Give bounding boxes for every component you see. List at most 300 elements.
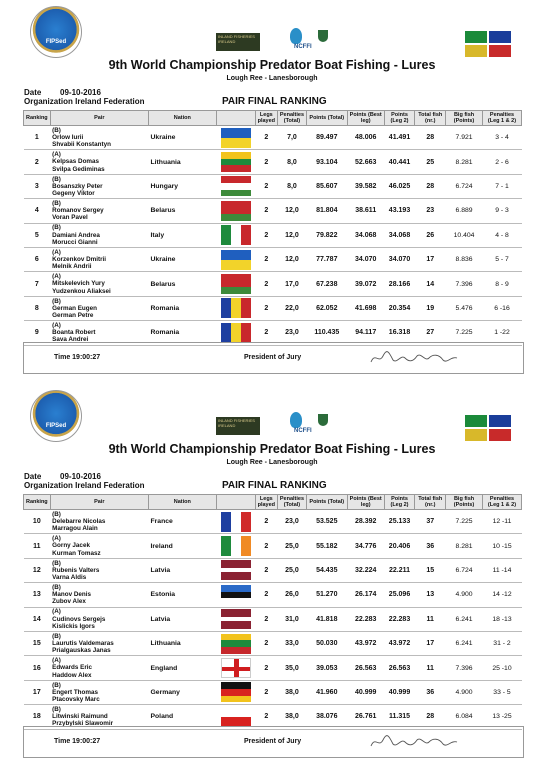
rank-cell: 1 <box>24 126 51 150</box>
penalties-cell: 23,0 <box>278 510 307 534</box>
angler-name: Varna Aldis <box>52 574 87 582</box>
penalties-legs-cell: 2 - 6 <box>482 150 521 174</box>
penalties-legs-cell: 14 -12 <box>482 583 521 607</box>
pair-cell <box>50 583 148 607</box>
penalties-cell: 12,0 <box>278 199 307 223</box>
leg2-cell: 40.999 <box>384 680 415 704</box>
pair-cell <box>50 656 148 680</box>
nation-cell: Lithuania <box>149 631 217 655</box>
rank-cell: 17 <box>24 680 51 704</box>
legs-cell: 2 <box>255 680 278 704</box>
lithuania-flag-icon <box>221 634 251 654</box>
big-fish-cell: 4.900 <box>446 583 483 607</box>
penalties-cell: 23,0 <box>278 321 307 345</box>
points-cell: 77.787 <box>306 247 347 271</box>
penalties-legs-cell: 6 -16 <box>482 296 521 320</box>
penalties-legs-cell: 12 -11 <box>482 510 521 534</box>
nation-cell: Ireland <box>149 534 217 558</box>
rank-cell: 8 <box>24 296 51 320</box>
pair-cell <box>50 174 148 198</box>
ireland-flag-icon <box>221 536 251 556</box>
col-fish: Total fish (nr.) <box>415 111 446 126</box>
angler-name: Voran Pavel <box>52 214 88 222</box>
angler-name: Zubov Alex <box>52 598 86 606</box>
nation-cell: Ukraine <box>149 126 217 150</box>
legs-cell: 2 <box>255 247 278 271</box>
total-fish-cell: 15 <box>415 558 446 582</box>
page-title: 9th World Championship Predator Boat Fishing - Lures <box>108 442 436 456</box>
leg2-cell: 43.972 <box>384 631 415 655</box>
total-fish-cell: 26 <box>415 223 446 247</box>
rank-cell: 5 <box>24 223 51 247</box>
table-row <box>24 534 522 558</box>
estonia-flag-icon <box>221 585 251 605</box>
big-fish-cell: 7.225 <box>446 510 483 534</box>
penalties-legs-cell: 13 -25 <box>482 705 521 729</box>
flag-cell <box>216 607 255 631</box>
points-cell: 53.525 <box>306 510 347 534</box>
meta-info <box>24 472 144 490</box>
rank-cell: 14 <box>24 607 51 631</box>
penalties-cell: 12,0 <box>278 223 307 247</box>
nation-cell: Latvia <box>149 558 217 582</box>
col-nation: Nation <box>149 111 217 126</box>
poland-flag-icon <box>221 707 251 727</box>
ukraine-flag-icon <box>221 128 251 148</box>
pair-cell <box>50 558 148 582</box>
col-leg2: Points (Leg 2) <box>384 111 415 126</box>
points-cell: 85.607 <box>306 174 347 198</box>
angler-name: Shvabii Konstantyn <box>52 141 111 149</box>
penalties-legs-cell: 11 -14 <box>482 558 521 582</box>
results-body <box>24 510 522 730</box>
legs-cell: 2 <box>255 583 278 607</box>
legs-cell: 2 <box>255 558 278 582</box>
flag-cell <box>216 680 255 704</box>
meta-info <box>24 88 144 106</box>
table-row <box>24 558 522 582</box>
flag-cell <box>216 510 255 534</box>
penalties-cell: 31,0 <box>278 607 307 631</box>
belarus-flag-icon <box>221 201 251 221</box>
penalties-legs-cell: 5 - 7 <box>482 247 521 271</box>
angler-name: Melnik Andrii <box>52 263 92 271</box>
rank-cell: 3 <box>24 174 51 198</box>
latvia-flag-icon <box>221 609 251 629</box>
pair-position: (B) <box>52 632 61 640</box>
table-row <box>24 247 522 271</box>
leg2-cell: 40.441 <box>384 150 415 174</box>
penalties-cell: 26,0 <box>278 583 307 607</box>
flag-cell <box>216 272 255 296</box>
big-fish-cell: 6.084 <box>446 705 483 729</box>
total-fish-cell: 11 <box>415 607 446 631</box>
angler-name: Bosanszky Peter <box>52 182 103 190</box>
pair-position: (B) <box>52 297 61 305</box>
big-fish-cell: 7.396 <box>446 272 483 296</box>
pair-cell <box>50 199 148 223</box>
inland-fisheries-logo: INLAND FISHERIES IRELAND <box>216 33 260 51</box>
pair-position: (A) <box>52 151 61 159</box>
rank-cell: 18 <box>24 705 51 729</box>
rank-cell: 2 <box>24 150 51 174</box>
penalties-cell: 22,0 <box>278 296 307 320</box>
pair-cell <box>50 272 148 296</box>
org-value: Ireland Federation <box>75 97 145 106</box>
total-fish-cell: 14 <box>415 272 446 296</box>
results-body <box>24 126 522 346</box>
legs-cell: 2 <box>255 174 278 198</box>
points-cell: 79.822 <box>306 223 347 247</box>
nation-cell: Germany <box>149 680 217 704</box>
big-fish-cell: 7.921 <box>446 126 483 150</box>
col-best: Points (Best leg) <box>347 495 384 510</box>
col-big: Big fish (Points) <box>446 111 483 126</box>
angler-name: German Petre <box>52 312 94 320</box>
flag-cell <box>216 223 255 247</box>
pair-position: (B) <box>52 175 61 183</box>
col-flag <box>216 495 255 510</box>
angler-name: Mitskelevich Yury <box>52 280 105 288</box>
rank-cell: 10 <box>24 510 51 534</box>
flag-cell <box>216 247 255 271</box>
table-header <box>24 111 522 126</box>
org-label: Organization <box>24 97 73 106</box>
nation-cell: France <box>149 510 217 534</box>
points-cell: 41.818 <box>306 607 347 631</box>
rank-cell: 12 <box>24 558 51 582</box>
president-of-jury-label: President of Jury <box>244 738 302 745</box>
angler-name: Boanta Robert <box>52 329 96 337</box>
rank-cell: 13 <box>24 583 51 607</box>
penalties-legs-cell: 31 - 2 <box>482 631 521 655</box>
penalties-legs-cell: 8 - 9 <box>482 272 521 296</box>
flag-cell <box>216 534 255 558</box>
angler-name: Laurutis Valdemaras <box>52 640 114 648</box>
col-fish: Total fish (nr.) <box>415 495 446 510</box>
leg2-cell: 20.354 <box>384 296 415 320</box>
col-flag <box>216 111 255 126</box>
big-fish-cell: 6.241 <box>446 607 483 631</box>
rank-cell: 11 <box>24 534 51 558</box>
flag-cell <box>216 199 255 223</box>
date-value: 09-10-2016 <box>60 472 101 481</box>
results-table <box>23 494 522 730</box>
big-fish-cell: 4.900 <box>446 680 483 704</box>
penalties-cell: 8,0 <box>278 150 307 174</box>
time-stamp: Time 19:00:27 <box>54 354 101 361</box>
total-fish-cell: 25 <box>415 150 446 174</box>
flag-cell <box>216 558 255 582</box>
angler-name: Romanov Sergey <box>52 207 104 215</box>
col-penalties: Penalties (Total) <box>278 111 307 126</box>
penalties-cell: 8,0 <box>278 174 307 198</box>
leg2-cell: 25.133 <box>384 510 415 534</box>
pair-position: (B) <box>52 681 61 689</box>
total-fish-cell: 19 <box>415 296 446 320</box>
col-pen-legs: Penalties (Leg 1 & 2) <box>482 495 521 510</box>
table-row <box>24 607 522 631</box>
org-label: Organization <box>24 481 73 490</box>
flag-cell <box>216 150 255 174</box>
angler-name: Manov Denis <box>52 591 91 599</box>
col-pair: Pair <box>50 495 148 510</box>
best-leg-cell: 52.663 <box>347 150 384 174</box>
penalties-legs-cell: 1 -22 <box>482 321 521 345</box>
points-cell: 55.182 <box>306 534 347 558</box>
best-leg-cell: 32.224 <box>347 558 384 582</box>
president-of-jury-label: President of Jury <box>244 354 302 361</box>
nation-cell: Poland <box>149 705 217 729</box>
legs-cell: 2 <box>255 534 278 558</box>
romania-flag-icon <box>221 298 251 318</box>
table-row <box>24 272 522 296</box>
col-legs: Legs played <box>255 495 278 510</box>
ukraine-flag-icon <box>221 250 251 270</box>
nation-cell: Latvia <box>149 607 217 631</box>
penalties-cell: 7,0 <box>278 126 307 150</box>
page-subtitle: Lough Ree - Lanesborough <box>226 459 318 466</box>
inland-fisheries-logo: INLAND FISHERIES IRELAND <box>216 417 260 435</box>
table-row <box>24 631 522 655</box>
table-row <box>24 126 522 150</box>
table-header <box>24 495 522 510</box>
date-label: Date <box>24 88 42 97</box>
leg2-cell: 34.068 <box>384 223 415 247</box>
points-cell: 38.076 <box>306 705 347 729</box>
nation-cell: Belarus <box>149 199 217 223</box>
points-cell: 62.052 <box>306 296 347 320</box>
total-fish-cell: 28 <box>415 126 446 150</box>
footer <box>23 342 524 374</box>
flag-cell <box>216 126 255 150</box>
angler-name: German Eugen <box>52 304 97 312</box>
lithuania-flag-icon <box>221 152 251 172</box>
table-row <box>24 510 522 534</box>
penalties-cell: 17,0 <box>278 272 307 296</box>
col-ranking: Ranking <box>24 111 51 126</box>
angler-name: Kelpsas Domas <box>52 158 100 166</box>
angler-name: Delebarre Nicolas <box>52 518 106 526</box>
best-leg-cell: 40.999 <box>347 680 384 704</box>
big-fish-cell: 7.396 <box>446 656 483 680</box>
leg2-cell: 34.070 <box>384 247 415 271</box>
pair-position: (B) <box>52 559 61 567</box>
angler-name: Ptacovsky Marc <box>52 696 100 704</box>
pair-position: (A) <box>52 535 61 543</box>
big-fish-cell: 10.404 <box>446 223 483 247</box>
pair-position: (A) <box>52 608 61 616</box>
leg2-cell: 26.563 <box>384 656 415 680</box>
big-fish-cell: 6.724 <box>446 558 483 582</box>
angler-name: Kislickis Igors <box>52 622 95 630</box>
best-leg-cell: 94.117 <box>347 321 384 345</box>
col-big: Big fish (Points) <box>446 495 483 510</box>
total-fish-cell: 36 <box>415 680 446 704</box>
pair-position: (B) <box>52 200 61 208</box>
legs-cell: 2 <box>255 321 278 345</box>
signature <box>369 350 459 366</box>
total-fish-cell: 28 <box>415 174 446 198</box>
hungary-flag-icon <box>221 176 251 196</box>
leg2-cell: 22.211 <box>384 558 415 582</box>
total-fish-cell: 13 <box>415 583 446 607</box>
big-fish-cell: 8.281 <box>446 150 483 174</box>
rank-cell: 4 <box>24 199 51 223</box>
signature <box>369 734 459 750</box>
points-cell: 110.435 <box>306 321 347 345</box>
rank-cell: 15 <box>24 631 51 655</box>
italy-flag-icon <box>221 225 251 245</box>
results-table <box>23 110 522 346</box>
england-flag-icon <box>221 658 251 678</box>
col-pair: Pair <box>50 111 148 126</box>
rank-cell: 7 <box>24 272 51 296</box>
leg2-cell: 28.166 <box>384 272 415 296</box>
pair-position: (A) <box>52 657 61 665</box>
angler-name: Edwards Eric <box>52 664 93 672</box>
nation-cell: Belarus <box>149 272 217 296</box>
rank-cell: 6 <box>24 247 51 271</box>
pair-cell <box>50 607 148 631</box>
points-cell: 41.960 <box>306 680 347 704</box>
penalties-legs-cell: 9 - 3 <box>482 199 521 223</box>
fips-logo: FIPSed <box>30 390 82 442</box>
pair-position: (B) <box>52 584 61 592</box>
penalties-legs-cell: 33 - 5 <box>482 680 521 704</box>
crest-icon <box>318 30 328 42</box>
best-leg-cell: 22.283 <box>347 607 384 631</box>
legs-cell: 2 <box>255 199 278 223</box>
table-row <box>24 199 522 223</box>
belarus-flag-icon <box>221 274 251 294</box>
total-fish-cell: 37 <box>415 510 446 534</box>
leg2-cell: 16.318 <box>384 321 415 345</box>
rank-cell: 9 <box>24 321 51 345</box>
angler-name: Kurman Tomasz <box>52 549 101 557</box>
germany-flag-icon <box>221 682 251 702</box>
legs-cell: 2 <box>255 272 278 296</box>
pair-position: (A) <box>52 248 61 256</box>
penalties-legs-cell: 25 -10 <box>482 656 521 680</box>
pair-cell <box>50 247 148 271</box>
org-value: Ireland Federation <box>75 481 145 490</box>
angler-name: Przybylski Slawomir <box>52 720 114 728</box>
nation-cell: Romania <box>149 321 217 345</box>
total-fish-cell: 11 <box>415 656 446 680</box>
col-penalties: Penalties (Total) <box>278 495 307 510</box>
best-leg-cell: 34.068 <box>347 223 384 247</box>
points-cell: 50.030 <box>306 631 347 655</box>
flag-cell <box>216 631 255 655</box>
big-fish-cell: 6.241 <box>446 631 483 655</box>
angler-name: Orlow Iurii <box>52 134 84 142</box>
big-fish-cell: 7.225 <box>446 321 483 345</box>
pair-position: (B) <box>52 126 61 134</box>
penalties-legs-cell: 10 -15 <box>482 534 521 558</box>
best-leg-cell: 39.582 <box>347 174 384 198</box>
nation-cell: Ukraine <box>149 247 217 271</box>
angler-name: Cudinovs Sergejs <box>52 615 106 623</box>
nation-cell: England <box>149 656 217 680</box>
total-fish-cell: 36 <box>415 534 446 558</box>
points-cell: 89.497 <box>306 126 347 150</box>
legs-cell: 2 <box>255 607 278 631</box>
time-stamp: Time 19:00:27 <box>54 738 101 745</box>
best-leg-cell: 26.761 <box>347 705 384 729</box>
pair-position: (A) <box>52 322 61 330</box>
ranking-title: PAIR FINAL RANKING <box>222 480 327 491</box>
table-row <box>24 296 522 320</box>
angler-name: Korzenkov Dmitrii <box>52 256 107 264</box>
ireland-provinces-flag <box>464 414 512 442</box>
penalties-cell: 25,0 <box>278 558 307 582</box>
flag-cell <box>216 656 255 680</box>
best-leg-cell: 26.174 <box>347 583 384 607</box>
best-leg-cell: 34.070 <box>347 247 384 271</box>
table-row <box>24 680 522 704</box>
best-leg-cell: 34.776 <box>347 534 384 558</box>
penalties-cell: 38,0 <box>278 705 307 729</box>
pair-cell <box>50 631 148 655</box>
angler-name: Yudzenkou Aliaksei <box>52 287 111 295</box>
big-fish-cell: 5.476 <box>446 296 483 320</box>
points-cell: 39.053 <box>306 656 347 680</box>
page-title: 9th World Championship Predator Boat Fishing - Lures <box>108 58 436 72</box>
table-row <box>24 223 522 247</box>
col-best: Points (Best leg) <box>347 111 384 126</box>
legs-cell: 2 <box>255 656 278 680</box>
legs-cell: 2 <box>255 150 278 174</box>
flag-cell <box>216 174 255 198</box>
col-nation: Nation <box>149 495 217 510</box>
best-leg-cell: 41.698 <box>347 296 384 320</box>
legs-cell: 2 <box>255 296 278 320</box>
fish-icon <box>290 412 302 428</box>
angler-name: Sava Andrei <box>52 336 89 344</box>
footer <box>23 726 524 758</box>
col-points: Points (Total) <box>306 111 347 126</box>
points-cell: 54.435 <box>306 558 347 582</box>
penalties-cell: 33,0 <box>278 631 307 655</box>
pair-cell <box>50 126 148 150</box>
ncffi-logo: NCFFI <box>290 412 330 438</box>
nation-cell: Lithuania <box>149 150 217 174</box>
nation-cell: Estonia <box>149 583 217 607</box>
col-legs: Legs played <box>255 111 278 126</box>
penalties-legs-cell: 4 - 8 <box>482 223 521 247</box>
ireland-provinces-flag <box>464 30 512 58</box>
angler-name: Rubenis Valters <box>52 566 100 574</box>
ranking-title: PAIR FINAL RANKING <box>222 96 327 107</box>
pair-cell <box>50 296 148 320</box>
page-subtitle: Lough Ree - Lanesborough <box>226 75 318 82</box>
col-points: Points (Total) <box>306 495 347 510</box>
table-row <box>24 583 522 607</box>
france-flag-icon <box>221 512 251 532</box>
penalties-cell: 38,0 <box>278 680 307 704</box>
total-fish-cell: 28 <box>415 705 446 729</box>
angler-name: Engert Thomas <box>52 688 98 696</box>
nation-cell: Hungary <box>149 174 217 198</box>
latvia-flag-icon <box>221 560 251 580</box>
penalties-legs-cell: 18 -13 <box>482 607 521 631</box>
flag-cell <box>216 296 255 320</box>
legs-cell: 2 <box>255 631 278 655</box>
pair-position: (B) <box>52 706 61 714</box>
points-cell: 67.238 <box>306 272 347 296</box>
angler-name: Svilpa Gediminas <box>52 165 105 173</box>
